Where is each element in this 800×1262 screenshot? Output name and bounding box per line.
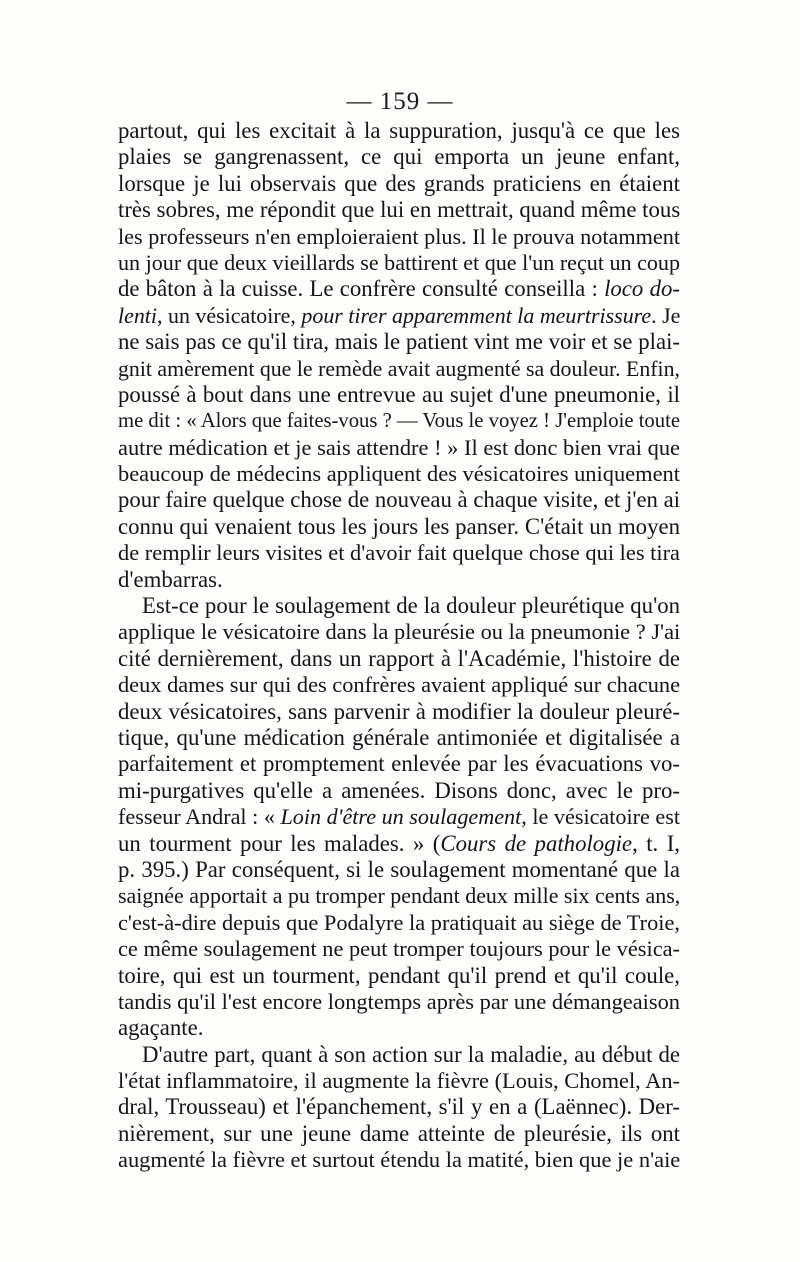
text-segment: toire, qui est un tourment, pendant qu'il prend et qu'il coule, (118, 962, 680, 988)
page-number: — 159 — (346, 88, 454, 115)
text-line (118, 197, 680, 223)
text-segment: applique le vésicatoire dans la pleurésie ou la pneumonie ? J'ai (118, 619, 681, 645)
text-segment: plaies se gangrenassent, ce qui emporta un jeune enfant, (118, 144, 680, 170)
text-line (118, 487, 680, 513)
text-segment: poussé à bout dans une entrevue au sujet d'une pneumonie, il (118, 381, 680, 407)
text-line (118, 857, 680, 883)
text-line (118, 699, 680, 725)
text-line (118, 435, 680, 461)
body-text (118, 118, 680, 1174)
italic-text: pour tirer apparemment la meurtrissure (301, 302, 652, 328)
text-segment: deux vésicatoires, sans parvenir à modifier la douleur pleuré- (118, 698, 680, 724)
text-segment: ce même soulagement ne peut tromper toujours pour le vésica- (118, 936, 680, 962)
text-line (118, 1121, 680, 1147)
text-segment: c'est-à-dire depuis que Podalyre la pratiquait au siège de Troie, (118, 909, 680, 935)
text-segment: , le vésicatoire est (521, 804, 681, 830)
text-segment: p. 395.) Par conséquent, si le soulagement momentané que la (118, 856, 680, 882)
text-segment: Est-ce pour le soulagement de la douleur pleurétique qu'on (142, 593, 680, 619)
text-segment: gnit amèrement que le remède avait augmenté sa douleur. Enfin, (118, 356, 680, 381)
text-segment: nièrement, sur une jeune dame atteinte de pleurésie, ils ont (118, 1120, 680, 1146)
text-segment: dral, Trousseau) et l'épanchement, s'il y en a (Laënnec). Der- (118, 1094, 680, 1120)
text-segment: saignée apportait a pu tromper pendant deux mille six cents ans, (118, 883, 681, 909)
text-segment: les professeurs n'en emploieraient plus. Il le prouva notamment (118, 223, 681, 249)
text-line (118, 1094, 680, 1120)
text-line (118, 672, 680, 698)
text-segment: cité dernièrement, dans un rapport à l'Académie, l'histoire de (118, 645, 680, 671)
text-line (118, 567, 680, 593)
text-line (118, 778, 680, 804)
text-line (118, 276, 680, 302)
text-line (118, 408, 680, 434)
text-line (118, 514, 680, 540)
text-line (118, 1147, 680, 1173)
text-line (118, 725, 680, 751)
text-segment: de remplir leurs visites et d'avoir fait quelque chose qui les tira (118, 540, 680, 566)
text-segment: l'état inflammatoire, il augmente la fièvre (Louis, Chomel, An- (118, 1068, 680, 1094)
text-line (118, 224, 680, 250)
text-line (118, 118, 680, 144)
text-segment: de bâton à la cuisse. Le confrère consulté conseilla : (118, 276, 605, 302)
text-segment: lorsque je lui observais que des grands praticiens en étaient (118, 170, 680, 196)
text-segment: D'autre part, quant à son action sur la maladie, au début de (142, 1041, 680, 1067)
text-segment: . Je (651, 302, 681, 328)
text-segment: ne sais pas ce qu'il tira, mais le patient vint me voir et se plai- (118, 329, 680, 355)
text-segment: d'embarras. (118, 566, 223, 592)
text-segment: me dit : « Alors que faites-vous ? — Vous le voyez ! J'emploie toute (118, 410, 680, 433)
text-segment: , un vésicatoire, (157, 302, 302, 328)
text-line (118, 619, 680, 645)
text-line (118, 751, 680, 777)
text-line (118, 171, 680, 197)
text-line (118, 593, 680, 619)
text-line (118, 382, 680, 408)
italic-text: lenti (118, 302, 157, 328)
text-line (118, 329, 680, 355)
text-segment: mi-purgatives qu'elle a amenées. Disons donc, avec le pro- (118, 777, 680, 803)
text-line (118, 804, 680, 830)
text-line (118, 646, 680, 672)
text-segment: pour faire quelque chose de nouveau à chaque visite, et j'en ai (118, 487, 680, 513)
italic-text: Loin d'être un soulagement (280, 804, 522, 830)
text-segment: un tourment pour les malades. » ( (118, 830, 441, 856)
text-line (118, 963, 680, 989)
text-segment: un jour que deux vieillards se battirent et que l'un reçut un coup (118, 249, 680, 275)
text-segment: fesseur Andral : « (118, 804, 281, 830)
text-segment: très sobres, me répondit que lui en mettrait, quand même tous (118, 197, 681, 223)
text-line (118, 910, 680, 936)
text-line (118, 250, 680, 276)
text-segment: deux dames sur qui des confrères avaient appliqué sur chacune (118, 672, 680, 698)
text-line (118, 1042, 680, 1068)
text-segment: autre médication et je sais attendre ! » Il est donc bien vrai que (118, 434, 680, 460)
text-line (118, 144, 680, 170)
text-segment: parfaitement et promptement enlevée par les évacuations vo- (118, 751, 680, 777)
text-line (118, 989, 680, 1015)
text-line (118, 356, 680, 382)
text-line (118, 540, 680, 566)
italic-text: loco do- (604, 276, 680, 302)
text-line (118, 461, 680, 487)
text-segment: tique, qu'une médication générale antimoniée et digitalisée a (118, 724, 680, 750)
text-segment: partout, qui les excitait à la suppuration, jusqu'à ce que les (118, 118, 680, 143)
text-segment: connu qui venaient tous les jours les panser. C'était un moyen (118, 513, 680, 539)
text-segment: , t. I, (632, 830, 681, 856)
text-line (118, 1015, 680, 1041)
text-segment: beaucoup de médecins appliquent des vésicatoires uniquement (118, 461, 681, 487)
text-segment: augmenté la fièvre et surtout étendu la matité, bien que je n'aie (118, 1147, 681, 1173)
text-line (118, 303, 680, 329)
text-segment: agaçante. (118, 1015, 204, 1041)
text-line (118, 883, 680, 909)
text-line (118, 1068, 680, 1094)
text-segment: tandis qu'il l'est encore longtemps après par une démangeaison (118, 988, 680, 1014)
italic-text: Cours de pathologie (440, 830, 633, 856)
text-line (118, 831, 680, 857)
text-line (118, 936, 680, 962)
